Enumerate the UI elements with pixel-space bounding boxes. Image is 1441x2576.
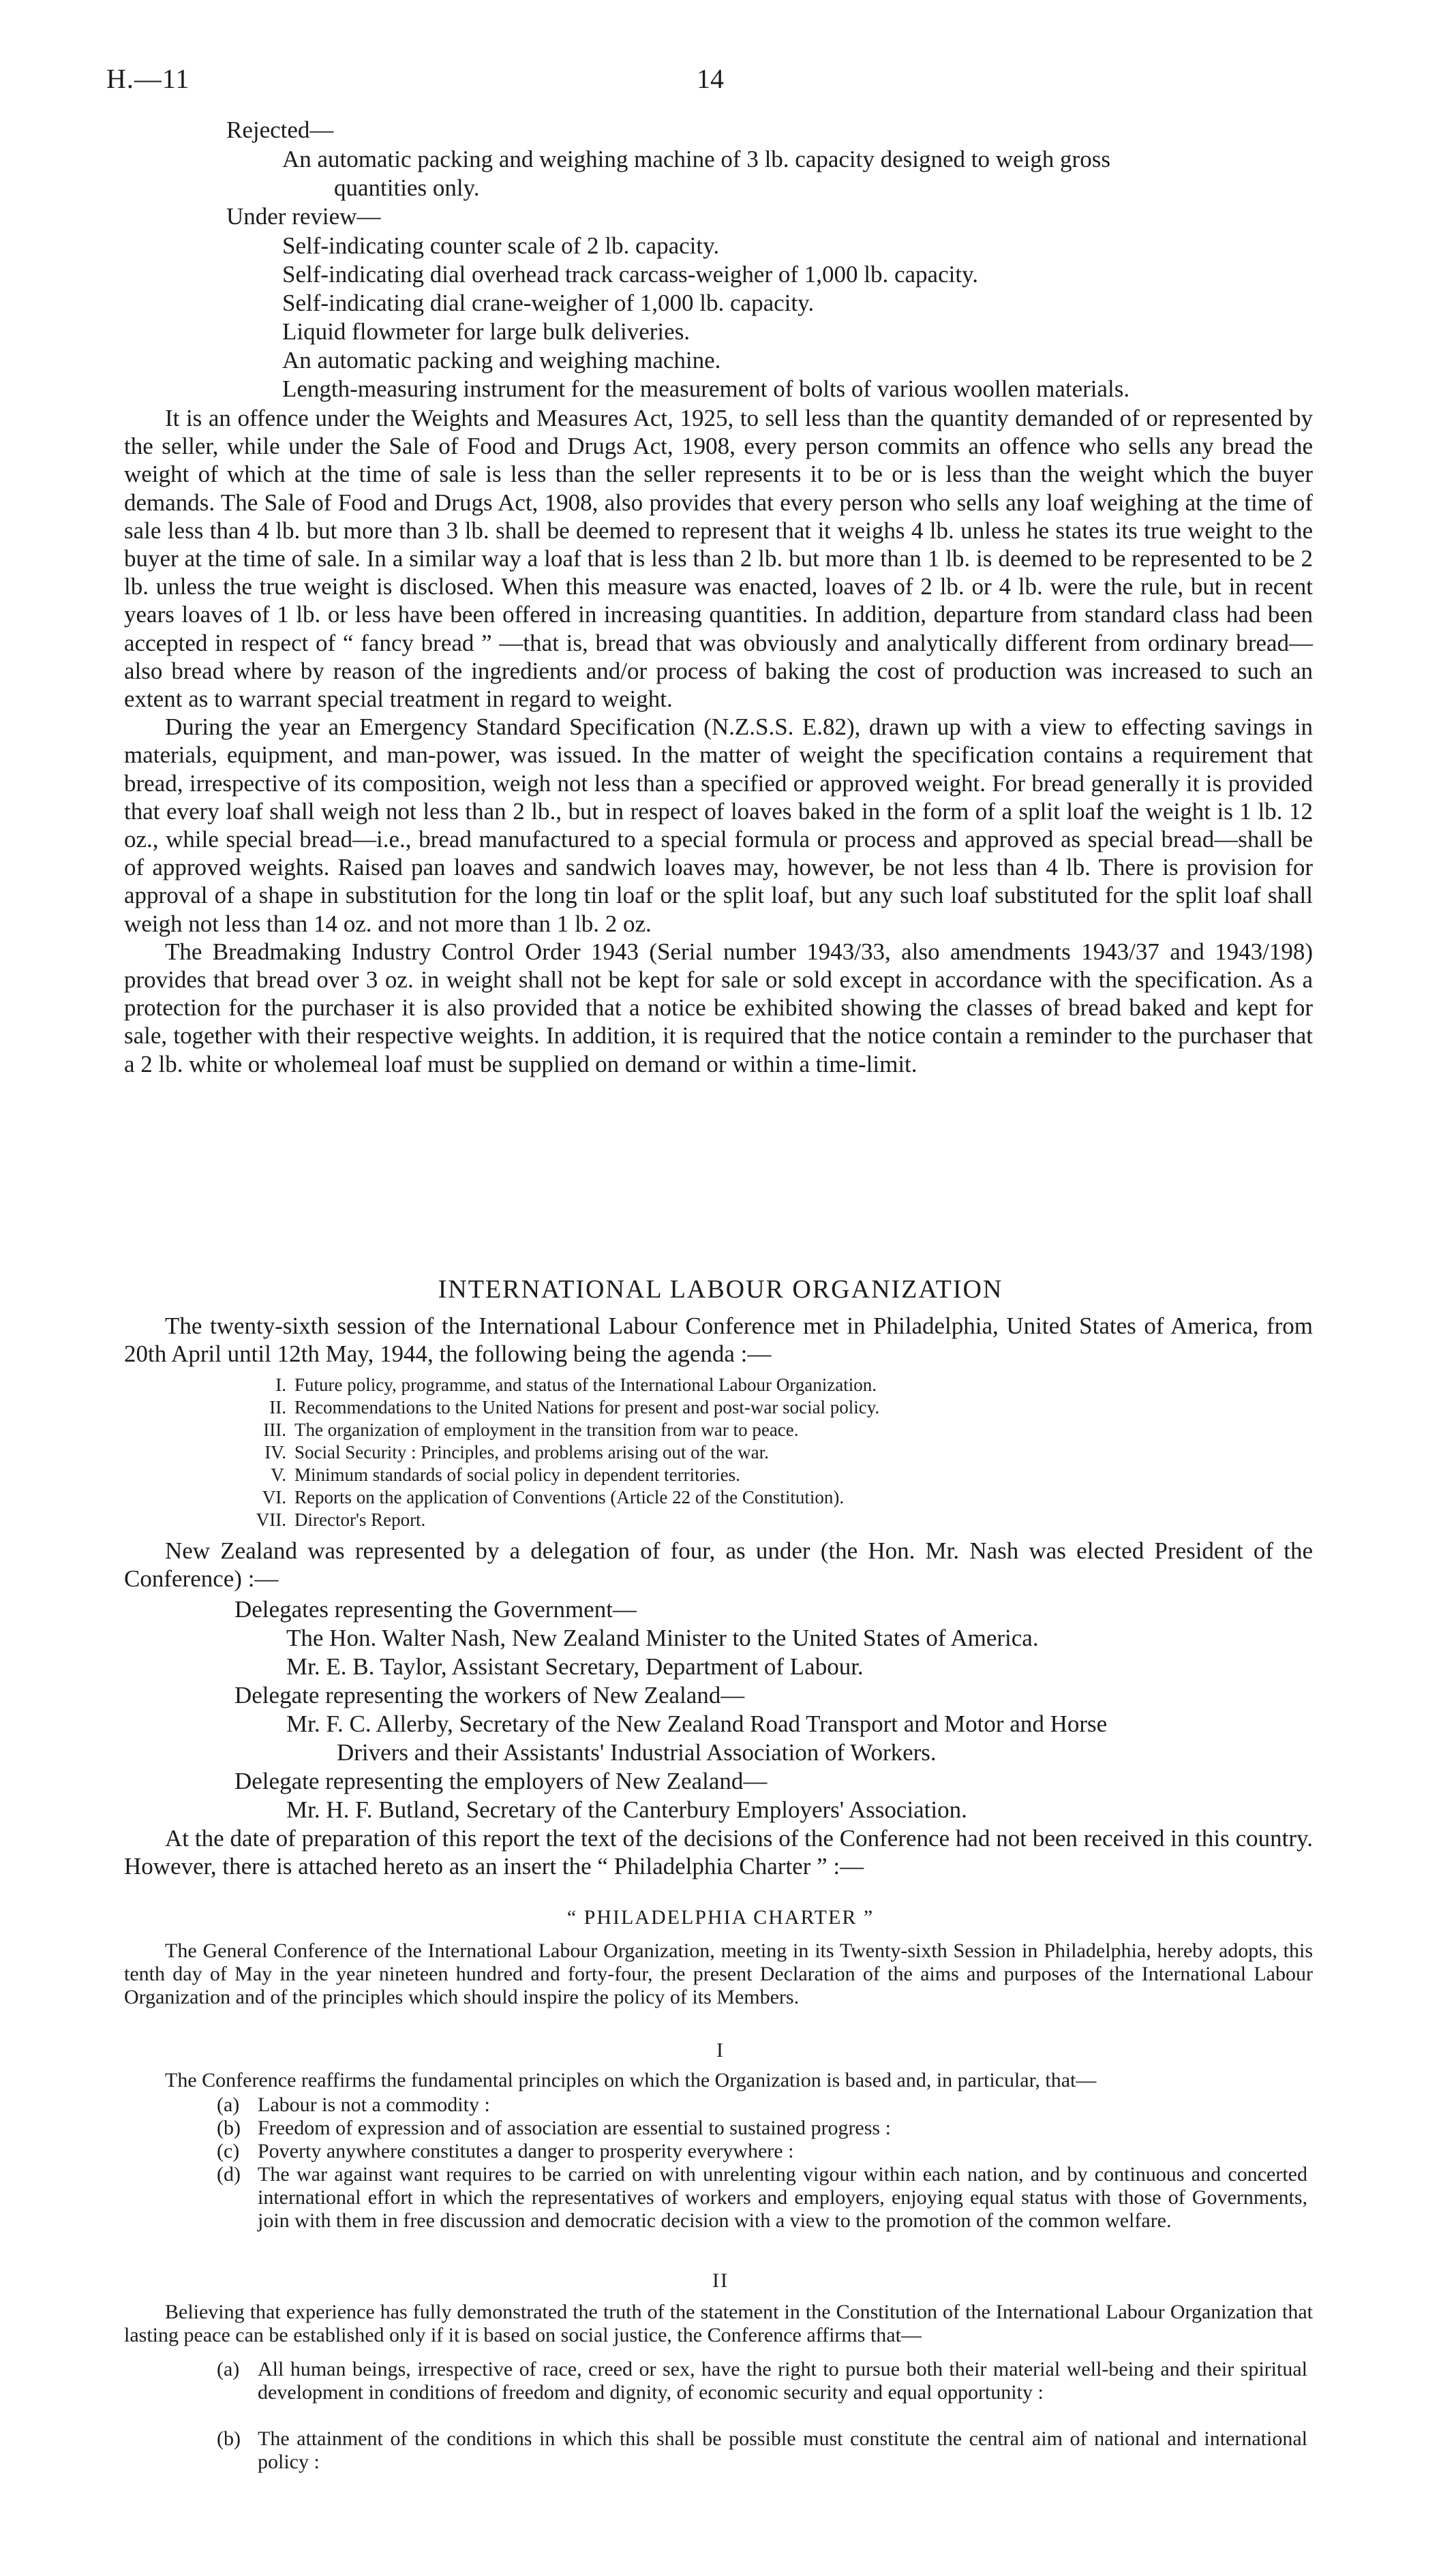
review-item: Self-indicating dial crane-weigher of 1,000 lb. capacity. (282, 290, 815, 316)
rejected-item: An automatic packing and weighing machine of 3 lb. capacity designed to weigh gross (282, 146, 1110, 172)
charter-part1-intro (124, 2069, 1313, 2092)
closing-paragraph (124, 1824, 1313, 1880)
review-item: Self-indicating dial overhead track carcass-weigher of 1,000 lb. capacity. (282, 261, 979, 288)
delegate-entry-continued: Drivers and their Assistants' Industrial Association of Workers. (337, 1739, 937, 1766)
agenda-item: V. Minimum standards of social policy in dependent territories. (271, 1465, 740, 1485)
review-item: Liquid flowmeter for large bulk deliveries. (282, 318, 691, 345)
charter-clause: (a) All human beings, irrespective of race, creed or sex, have the right to pursue both their material well-being and their spiritual development in conditions of freedom and dignity, of economic security and equal opportunity : (217, 2358, 1307, 2404)
charter-part-numeral: I (716, 2039, 725, 2061)
bread-weight-section (124, 404, 1313, 1078)
rejected-heading: Rejected— (226, 117, 334, 143)
charter-clause: (a) Labour is not a commodity : (217, 2094, 490, 2116)
delegates-employers-heading: Delegate representing the employers of New Zealand— (234, 1768, 768, 1794)
charter-title: “ PHILADELPHIA CHARTER ” (566, 1906, 875, 1929)
delegation-intro (124, 1537, 1313, 1593)
review-item: An automatic packing and weighing machine. (282, 347, 721, 373)
charter-clause: (b) The attainment of the conditions in which this shall be possible must constitute the central aim of national and international policy : (217, 2427, 1307, 2473)
agenda-list (225, 1374, 879, 1531)
charter-part-numeral: II (712, 2269, 729, 2292)
ilo-intro (124, 1312, 1313, 1368)
delegate-entry: Mr. E. B. Taylor, Assistant Secretary, Department of Labour. (286, 1653, 864, 1680)
agenda-item: II. Recommendations to the United Nations for present and post-war social policy. (269, 1397, 880, 1417)
paragraph: New Zealand was represented by a delegation of four, as under (the Hon. Mr. Nash was elected President of the Conference) :— (124, 1537, 1313, 1593)
charter-clause: (b) Freedom of expression and of association are essential to sustained progress : (217, 2117, 891, 2139)
review-item: Self-indicating counter scale of 2 lb. capacity. (282, 232, 720, 259)
charter-preamble (124, 1939, 1313, 2009)
agenda-item: VI. Reports on the application of Conventions (Article 22 of the Constitution). (262, 1487, 845, 1507)
delegate-entry: The Hon. Walter Nash, New Zealand Minister to the United States of America. (286, 1625, 1039, 1651)
charter-clause: (c) Poverty anywhere constitutes a danger to prosperity everywhere : (217, 2140, 794, 2162)
paragraph: During the year an Emergency Standard Specification (N.Z.S.S. E.82), drawn up with a view to effecting savings in materials, equipment, and man-power, was issued. In the matter of weight the specification contains a requirement that bread, irrespective of its composition, weigh not less than a specified or approved weight. For bread generally it is provided that every loaf shall weigh not less than 2 lb., but in respect of loaves baked in the form of a split loaf the weight is 1 lb. 12 oz., while special bread—i.e., bread manufactured to a special formula or process and approved as special bread—shall be of approved weights. Raised pan loaves and sandwich loaves may, however, be not less than 4 lb. There is provision for approval of a shape in substitution for the long tin loaf or the split loaf, but any such loaf substituted for the split loaf shall weigh not less than 14 oz. and not more than 1 lb. 2 oz. (124, 714, 1313, 937)
review-item: Length-measuring instrument for the measurement of bolts of various woollen materials. (282, 375, 1130, 402)
delegates-workers-heading: Delegate representing the workers of New Zealand— (234, 1682, 745, 1708)
paragraph: The Conference reaffirms the fundamental principles on which the Organization is based and, in particular, that— (165, 2069, 1097, 2091)
delegate-entry: Mr. H. F. Butland, Secretary of the Canterbury Employers' Association. (286, 1796, 967, 1823)
report-reference: H.—11 (106, 63, 190, 94)
paragraph: The twenty-sixth session of the International Labour Conference met in Philadelphia, United States of America, from 20th April until 12th May, 1944, the following being the agenda :— (124, 1313, 1313, 1368)
charter-clause: (d) The war against want requires to be carried on with unrelenting vigour within each nation, and by continuous and concerted international effort in which the representatives of workers and employers, enjoying equal status with those of Governments, join with them in free discussion and democratic decision with a view to the promotion of the common welfare. (217, 2163, 1307, 2232)
paragraph: Believing that experience has fully demonstrated the truth of the statement in the Constitution of the International Labour Organization that lasting peace can be established only if it is based on social justice, the Conference affirms that— (124, 2301, 1313, 2346)
agenda-item: III. The organization of employment in the transition from war to peace. (263, 1420, 799, 1440)
paragraph: It is an offence under the Weights and Measures Act, 1925, to sell less than the quantity demanded of or represented by the seller, while under the Sale of Food and Drugs Act, 1908, every person commits an offence who sells any bread the weight of which at the time of sale is less than the seller represents it to be or is less than the weight which the buyer demands. The Sale of Food and Drugs Act, 1908, also provides that every person who sells any loaf weighing at the time of sale less than 4 lb. but more than 3 lb. shall be deemed to represent that it weighs 4 lb. unless he states its true weight to the buyer at the time of sale. In a similar way a loaf that is less than 2 lb. but more than 1 lb. is deemed to be represented to be 2 lb. unless the true weight is disclosed. When this measure was enacted, loaves of 2 lb. or 4 lb. were the rule, but in recent years loaves of 1 lb. or less have been offered in increasing quantities. In addition, departure from standard class had been accepted in respect of “ fancy bread ” —that is, bread that was obviously and analytically different from ordinary bread—also bread where by reason of the ingredients and/or process of baking the cost of production was increased to such an extent as to warrant special treatment in regard to weight. (124, 405, 1313, 713)
delegate-entry: Mr. F. C. Allerby, Secretary of the New Zealand Road Transport and Motor and Horse (286, 1711, 1108, 1737)
section-heading: INTERNATIONAL LABOUR ORGANIZATION (438, 1275, 1003, 1304)
review-heading: Under review— (226, 203, 381, 230)
page-number: 14 (697, 63, 724, 94)
delegates-government-heading: Delegates representing the Government— (234, 1596, 637, 1623)
agenda-item: I. Future policy, programme, and status of the International Labour Organization. (275, 1375, 877, 1395)
charter-part2-intro (124, 2301, 1313, 2347)
paragraph: At the date of preparation of this report the text of the decisions of the Conference had not been received in this country. However, there is attached hereto as an insert the “ Philadelphia Charter ” :— (124, 1825, 1313, 1880)
agenda-item: IV. Social Security : Principles, and problems arising out of the war. (264, 1442, 769, 1462)
agenda-item: VII. Director's Report. (256, 1509, 426, 1530)
rejected-item-continued: quantities only. (334, 174, 480, 201)
paragraph: The Breadmaking Industry Control Order 1943 (Serial number 1943/33, also amendments 1943/37 and 1943/198) provides that bread over 3 oz. in weight shall not be kept for sale or sold except in accordance with the specification. As a protection for the purchaser it is also provided that a notice be exhibited showing the classes of bread baked and kept for sale, together with their respective weights. In addition, it is required that the notice contain a reminder to the purchaser that a 2 lb. white or wholemeal loaf must be supplied on demand or within a time-limit. (124, 938, 1313, 1077)
paragraph: The General Conference of the International Labour Organization, meeting in its Twenty-sixth Session in Philadelphia, hereby adopts, this tenth day of May in the year nineteen hundred and forty-four, the present Declaration of the aims and purposes of the International Labour Organization and of the principles which should inspire the policy of its Members. (124, 1939, 1313, 2008)
